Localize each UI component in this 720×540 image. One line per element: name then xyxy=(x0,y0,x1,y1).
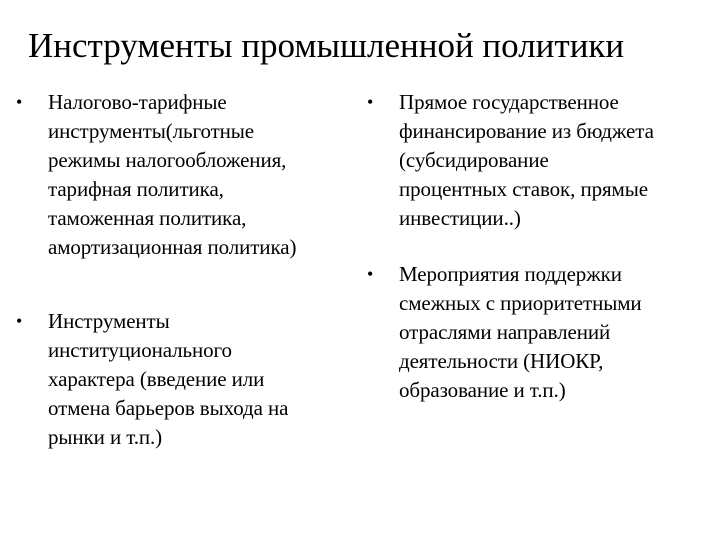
bullet-dot-icon: • xyxy=(367,264,374,284)
bullet-text-line: Мероприятия поддержки xyxy=(399,262,622,286)
bullet-text-line: смежных с приоритетными xyxy=(399,291,642,315)
bullet-text-line: отраслями направлений xyxy=(399,320,611,344)
bullet-dot-icon: • xyxy=(16,311,23,331)
bullet-item-tax-tariff-instruments xyxy=(12,88,347,262)
bullet-item-institutional-instruments xyxy=(12,307,347,452)
bullet-text-line: режимы налогообложения, xyxy=(48,148,287,172)
bullet-text-line: Налогово-тарифные xyxy=(48,90,227,114)
bullet-text-line: отмена барьеров выхода на xyxy=(48,396,289,420)
bullet-text-line: образование и т.п.) xyxy=(399,378,566,402)
bullet-text-line: характера (введение или xyxy=(48,367,265,391)
right-bullet-column xyxy=(363,88,713,405)
bullet-text-line: институционального xyxy=(48,338,232,362)
bullet-text-line: финансирование из бюджета xyxy=(399,119,654,143)
bullet-text-line: деятельности (НИОКР, xyxy=(399,349,604,373)
bullet-text-line: Инструменты xyxy=(48,309,170,333)
bullet-item-direct-financing xyxy=(363,88,713,233)
left-bullet-column xyxy=(12,88,347,452)
bullet-text-line: инвестиции..) xyxy=(399,206,521,230)
bullet-dot-icon: • xyxy=(16,92,23,112)
bullet-dot-icon: • xyxy=(367,92,374,112)
bullet-text-line: таможенная политика, xyxy=(48,206,247,230)
slide-title: Инструменты промышленной политики xyxy=(28,26,625,65)
bullet-item-related-support-measures xyxy=(363,260,713,405)
bullet-text-line: инструменты(льготные xyxy=(48,119,255,143)
bullet-text-line: (субсидирование xyxy=(399,148,549,172)
bullet-text-line: процентных ставок, прямые xyxy=(399,177,648,201)
bullet-text-line: Прямое государственное xyxy=(399,90,619,114)
bullet-text-line: амортизационная политика) xyxy=(48,235,297,259)
bullet-text-line: рынки и т.п.) xyxy=(48,425,163,449)
bullet-text-line: тарифная политика, xyxy=(48,177,224,201)
